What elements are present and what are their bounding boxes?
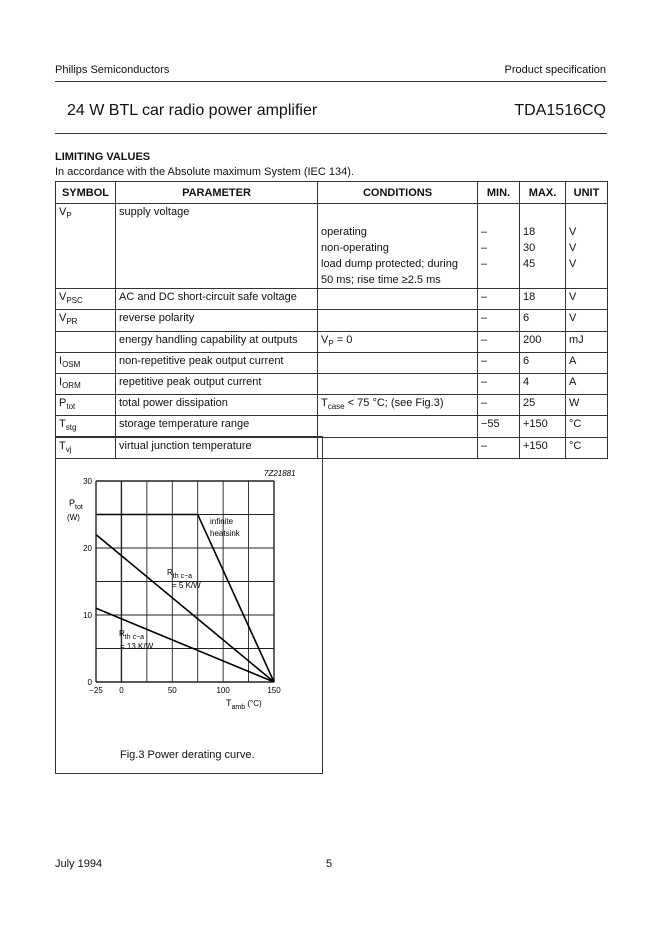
infinite-heatsink-label: infinite: [210, 517, 234, 526]
header-rule: [55, 81, 607, 82]
chart-series: [96, 515, 274, 683]
table-row: [56, 416, 608, 437]
table-row: [56, 395, 608, 416]
parameter-cell: non-repetitive peak output current: [116, 352, 318, 373]
unit-cell: °C: [566, 416, 608, 437]
section-heading: LIMITING VALUES: [55, 151, 151, 163]
unit-cell: V: [566, 256, 608, 272]
condition-cell: 50 ms; rise time ≥2.5 ms: [318, 272, 478, 289]
unit-cell: mJ: [566, 331, 608, 352]
max-cell: 4: [520, 373, 566, 394]
parameter-cell: virtual junction temperature: [116, 437, 318, 458]
x-tick-label: 0: [119, 686, 124, 695]
footer-date: July 1994: [55, 858, 103, 870]
min-cell: –: [478, 395, 520, 416]
max-cell: +150: [520, 437, 566, 458]
y-tick-label: 0: [87, 678, 92, 687]
table-row: [56, 204, 608, 225]
y-axis-unit: (W): [67, 513, 80, 522]
max-cell: +150: [520, 416, 566, 437]
x-axis-label: $T_{amb}$ (°C): [226, 698, 262, 711]
table-row: [56, 272, 608, 289]
rth-5-value: = 5 K/W: [172, 581, 201, 590]
unit-cell: W: [566, 395, 608, 416]
table-row: [56, 331, 608, 352]
parameter-cell: energy handling capability at outputs: [116, 331, 318, 352]
min-cell: –: [478, 373, 520, 394]
symbol-cell: $I_{ORM}$: [56, 373, 116, 394]
symbol-cell: $T_{vj}$: [56, 437, 116, 458]
company-name: Philips Semiconductors: [55, 64, 170, 76]
table-row: [56, 289, 608, 310]
min-cell: –: [478, 331, 520, 352]
col-header: CONDITIONS: [318, 182, 478, 204]
table-row: [56, 256, 608, 272]
symbol-cell: $T_{stg}$: [56, 416, 116, 437]
condition-cell: non-operating: [318, 240, 478, 256]
unit-cell: V: [566, 289, 608, 310]
y-tick-label: 20: [83, 544, 92, 553]
document-type: Product specification: [504, 64, 606, 76]
chart-code: 7Z21881: [264, 469, 296, 478]
unit-cell: A: [566, 352, 608, 373]
y-axis-label: $P_{tot}$: [69, 498, 83, 511]
min-cell: –: [478, 240, 520, 256]
unit-cell: V: [566, 224, 608, 240]
symbol-cell: $V_{PSC}$: [56, 289, 116, 310]
min-cell: –: [478, 289, 520, 310]
col-header: MAX.: [520, 182, 566, 204]
part-number: TDA1516CQ: [514, 102, 606, 119]
table-row: [56, 373, 608, 394]
parameter-cell: repetitive peak output current: [116, 373, 318, 394]
table-row: [56, 352, 608, 373]
y-tick-label: 30: [83, 477, 92, 486]
title-rule: [55, 133, 607, 134]
x-tick-label: 50: [167, 686, 177, 695]
infinite-heatsink-label: heatsink: [210, 529, 240, 538]
col-header: PARAMETER: [116, 182, 318, 204]
table-row: [56, 224, 608, 240]
min-cell: –: [478, 256, 520, 272]
max-cell: 200: [520, 331, 566, 352]
min-cell: –: [478, 224, 520, 240]
section-intro: In accordance with the Absolute maximum System (IEC 134).: [55, 166, 354, 178]
unit-cell: A: [566, 373, 608, 394]
power-derating-chart: [55, 436, 323, 774]
min-cell: –: [478, 310, 520, 331]
condition-cell: $T_{case} < 75$ °C; (see Fig.3): [318, 395, 478, 416]
figure-caption: Fig.3 Power derating curve.: [120, 749, 255, 761]
parameter-cell: reverse polarity: [116, 310, 318, 331]
symbol-cell: $P_{tot}$: [56, 395, 116, 416]
max-cell: 6: [520, 352, 566, 373]
product-title: 24 W BTL car radio power amplifier: [67, 102, 318, 119]
symbol-cell: $I_{OSM}$: [56, 352, 116, 373]
min-cell: –: [478, 352, 520, 373]
table-row: [56, 310, 608, 331]
x-tick-label: 150: [267, 686, 281, 695]
table-header-row: [56, 182, 608, 204]
col-header: MIN.: [478, 182, 520, 204]
max-cell: 25: [520, 395, 566, 416]
parameter-cell: total power dissipation: [116, 395, 318, 416]
col-header: UNIT: [566, 182, 608, 204]
max-cell: 18: [520, 289, 566, 310]
max-cell: 45: [520, 256, 566, 272]
page-number: 5: [326, 858, 333, 870]
max-cell: 18: [520, 224, 566, 240]
symbol-cell: $V_P$: [56, 204, 116, 225]
y-tick-label: 10: [83, 611, 92, 620]
x-tick-label: 100: [216, 686, 230, 695]
rth-5-label: Rth c−a: [167, 568, 193, 580]
max-cell: 30: [520, 240, 566, 256]
unit-cell: V: [566, 310, 608, 331]
series-line: [96, 535, 274, 682]
condition-cell: $V_P = 0$: [318, 331, 478, 352]
unit-cell: °C: [566, 437, 608, 458]
max-cell: 6: [520, 310, 566, 331]
col-header: SYMBOL: [56, 182, 116, 204]
series-line: [96, 515, 274, 683]
parameter-cell: AC and DC short-circuit safe voltage: [116, 289, 318, 310]
min-cell: −55: [478, 416, 520, 437]
condition-cell: load dump protected; during: [318, 256, 478, 272]
rth-13-value: = 13 K/W: [120, 642, 154, 651]
min-cell: –: [478, 437, 520, 458]
unit-cell: V: [566, 240, 608, 256]
condition-cell: operating: [318, 224, 478, 240]
x-tick-label: −25: [89, 686, 103, 695]
rth-13-label: Rth c−a: [119, 629, 145, 641]
parameter-cell: supply voltage: [116, 204, 318, 225]
table-row: [56, 240, 608, 256]
symbol-cell: $V_{PR}$: [56, 310, 116, 331]
limiting-values-table: [55, 181, 608, 459]
parameter-cell: storage temperature range: [116, 416, 318, 437]
